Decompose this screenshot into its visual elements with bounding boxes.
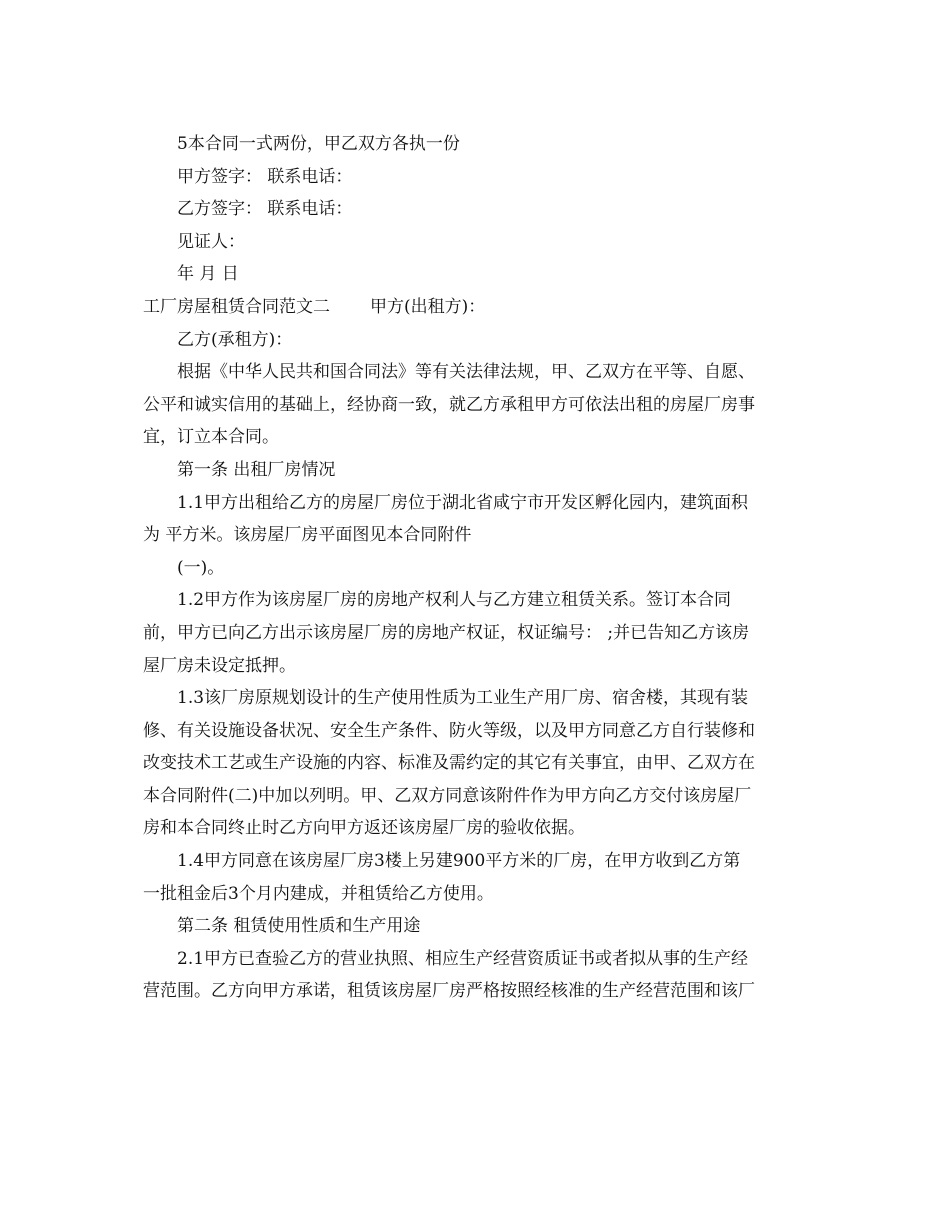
body-line: 2.1甲方已查验乙方的营业执照、相应生产经营资质证书或者拟从事的生产经 — [177, 948, 749, 969]
body-line: 修、有关设施设备状况、安全生产条件、防火等级，以及甲方同意乙方自行装修和 — [143, 720, 755, 741]
article-2-heading: 第二条 租赁使用性质和生产用途 — [177, 916, 421, 937]
body-line: 房和本合同终止时乙方向甲方返还该房屋厂房的验收依据。 — [143, 818, 585, 839]
body-line: (一)。 — [177, 557, 225, 578]
party-b-signature-line: 乙方签字： 联系电话： — [177, 199, 353, 220]
document-body — [143, 128, 813, 1008]
body-line: 屋厂房未设定抵押。 — [143, 655, 296, 676]
clause-copies: 5本合同一式两份，甲乙双方各执一份 — [177, 134, 460, 154]
body-line: 本合同附件(二)中加以列明。甲、乙双方同意该附件作为甲方向乙方交付该房屋厂 — [143, 785, 752, 806]
witness-line: 见证人： — [177, 231, 245, 252]
body-line: 公平和诚实信用的基础上，经协商一致，就乙方承租甲方可依法出租的房屋厂房事 — [143, 394, 755, 415]
contract-heading — [143, 291, 813, 324]
contract-title: 工厂房屋租赁合同范文二 — [143, 296, 330, 317]
body-line: 1.1甲方出租给乙方的房屋厂房位于湖北省咸宁市开发区孵化园内，建筑面积 — [177, 492, 749, 513]
body-line: 营范围。乙方向甲方承诺，租赁该房屋厂房严格按照经核准的生产经营范围和该厂 — [143, 981, 755, 1002]
party-b-label: 乙方(承租方)： — [177, 329, 293, 350]
date-line: 年 月 日 — [177, 264, 239, 285]
party-a-label: 甲方(出租方)： — [370, 296, 486, 317]
body-line: 1.2甲方作为该房屋厂房的房地产权利人与乙方建立租赁关系。签订本合同 — [177, 590, 732, 611]
body-line: 1.4甲方同意在该房屋厂房3楼上另建900平方米的厂房，在甲方收到乙方第 — [177, 851, 741, 872]
body-line: 为 平方米。该房屋厂房平面图见本合同附件 — [143, 525, 472, 546]
body-line: 1.3该厂房原规划设计的生产使用性质为工业生产用厂房、宿舍楼，其现有装 — [177, 688, 749, 709]
body-line: 前，甲方已向乙方出示该房屋厂房的房地产权证，权证编号： ;并已告知乙方该房 — [143, 622, 750, 643]
body-line: 改变技术工艺或生产设施的内容、标准及需约定的其它有关事宜，由甲、乙双方在 — [143, 753, 755, 774]
body-line: 根据《中华人民共和国合同法》等有关法律法规，甲、乙双方在平等、自愿、 — [177, 362, 755, 383]
body-line: 一批租金后3个月内建成，并租赁给乙方使用。 — [143, 883, 494, 904]
party-a-signature-line: 甲方签字： 联系电话： — [177, 166, 353, 187]
body-line: 宜，订立本合同。 — [143, 427, 279, 448]
article-1-heading: 第一条 出租厂房情况 — [177, 459, 336, 480]
